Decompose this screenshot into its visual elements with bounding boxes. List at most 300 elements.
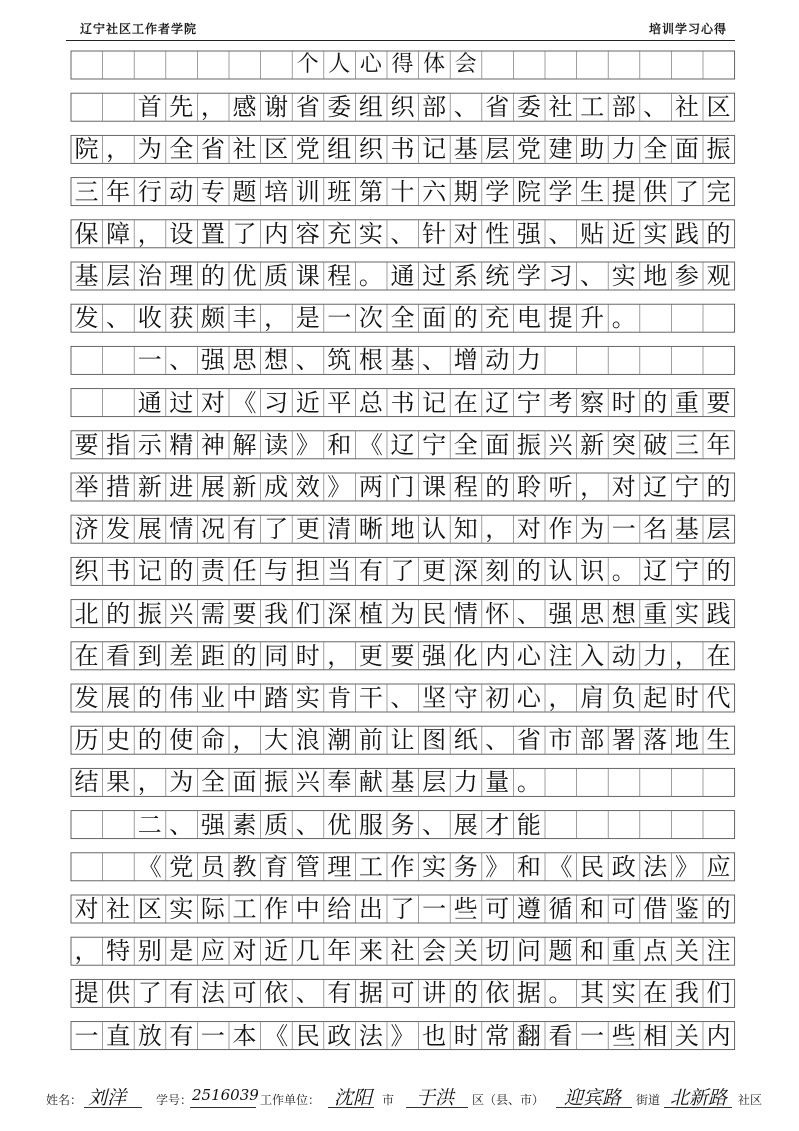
grid-char: 的 <box>106 599 131 628</box>
grid-char: 在 <box>706 641 731 670</box>
grid-char: 作 <box>548 515 573 544</box>
grid-char: 面 <box>674 135 699 164</box>
grid-char: 深 <box>453 557 478 586</box>
grid-char: 些 <box>611 1021 636 1050</box>
grid-char: 课 <box>422 473 447 501</box>
grid-char: 障 <box>106 219 131 248</box>
grid-char: 《 <box>264 1021 289 1050</box>
grid-char: 的 <box>232 641 257 670</box>
grid-char: 素 <box>232 810 257 839</box>
grid-char: 察 <box>580 388 605 417</box>
grid-char: 宁 <box>674 473 699 501</box>
grid-char: 、 <box>106 304 131 333</box>
grid-char: 为 <box>137 135 162 164</box>
grid-char: 的 <box>200 262 225 290</box>
grid-char: 动 <box>485 346 510 375</box>
grid-char: 心 <box>516 641 541 670</box>
grid-char: 别 <box>137 937 162 966</box>
id-underline <box>190 1107 256 1108</box>
grid-char: 本 <box>232 1021 257 1050</box>
grid-char: 省 <box>485 93 510 122</box>
grid-char: 期 <box>453 177 478 206</box>
grid-char: 收 <box>137 304 162 333</box>
grid-char: 学 <box>485 177 510 206</box>
grid-char: 指 <box>106 430 131 459</box>
grid-char: 其 <box>580 979 605 1008</box>
grid-char: 认 <box>422 515 447 544</box>
grid-char: 一 <box>611 515 636 544</box>
grid-char: 历 <box>74 726 99 755</box>
grid-char: 展 <box>137 515 162 544</box>
grid-char: ， <box>674 641 699 670</box>
grid-char: 到 <box>137 641 162 670</box>
district-label: 区（县、市） <box>472 1093 545 1107</box>
community-value: 北新路 <box>670 1087 728 1109</box>
grid-char: 图 <box>422 726 447 755</box>
grid-char: 政 <box>327 1021 352 1050</box>
grid-char: 》 <box>390 1021 415 1050</box>
grid-char: 供 <box>106 979 131 1008</box>
grid-char: 一 <box>137 346 162 375</box>
grid-char: 兴 <box>169 599 194 628</box>
grid-char: 践 <box>674 219 699 248</box>
grid-char: 层 <box>706 515 731 544</box>
grid-char: 的 <box>516 557 541 586</box>
grid-char: 增 <box>453 346 478 375</box>
grid-char: 和 <box>516 852 541 881</box>
grid-char: 讲 <box>422 979 447 1008</box>
grid-char: 优 <box>327 810 352 839</box>
grid-char: 社 <box>106 895 131 923</box>
grid-char: 神 <box>200 430 225 459</box>
grid-char: 全 <box>643 135 668 164</box>
grid-char: 是 <box>295 304 320 333</box>
grid-char: ， <box>106 135 131 164</box>
grid-char: 可 <box>390 979 415 1008</box>
grid-char: 充 <box>327 219 352 248</box>
grid-char: 民 <box>295 1021 320 1050</box>
grid-char: 培 <box>264 177 289 206</box>
grid-char: 些 <box>453 895 478 923</box>
grid-char: 解 <box>232 430 257 459</box>
grid-char: 面 <box>232 768 257 797</box>
grid-char: 委 <box>516 93 541 122</box>
grid-char: 程 <box>453 473 478 501</box>
grid-char: 辽 <box>643 557 668 586</box>
district-value: 于洪 <box>416 1087 455 1109</box>
grid-char: 全 <box>390 304 415 333</box>
grid-char: 组 <box>327 135 352 164</box>
grid-char: 关 <box>674 1021 699 1050</box>
grid-char: 记 <box>422 135 447 164</box>
grid-char: 强 <box>548 599 573 628</box>
grid-char: 实 <box>611 262 636 290</box>
grid-char: 命 <box>200 726 225 755</box>
grid-char: 年 <box>327 937 352 966</box>
grid-char: 体 <box>423 52 446 77</box>
grid-char: 更 <box>358 641 383 670</box>
grid-char: 、 <box>643 93 668 122</box>
city-label: 市 <box>382 1093 395 1107</box>
grid-char: 守 <box>453 684 478 712</box>
grid-char: 踏 <box>264 684 289 712</box>
grid-char: 们 <box>295 599 320 628</box>
grid-char: 近 <box>295 388 320 417</box>
grid-char: 晰 <box>358 515 383 544</box>
grid-char: 突 <box>611 430 636 459</box>
grid-char: 过 <box>169 388 194 417</box>
grid-char: 据 <box>358 979 383 1008</box>
grid-char: 实 <box>169 895 194 923</box>
grid-char: 对 <box>74 895 99 923</box>
grid-char: 中 <box>232 684 257 712</box>
grid-char: 谢 <box>264 93 289 122</box>
grid-char: 学 <box>516 262 541 290</box>
grid-char: 为 <box>580 515 605 544</box>
grid-char: 理 <box>327 852 352 881</box>
grid-char: 强 <box>516 219 541 248</box>
grid-char: 、 <box>295 346 320 375</box>
grid-char: 、 <box>295 979 320 1008</box>
grid-char: 。 <box>516 768 541 797</box>
grid-char: 育 <box>264 852 289 881</box>
grid-char: 基 <box>453 135 478 164</box>
street-value: 迎宾路 <box>564 1087 622 1109</box>
grid-char: 刻 <box>485 557 510 586</box>
grid-char: 《 <box>548 852 573 881</box>
grid-char: 情 <box>453 599 478 628</box>
grid-char: 基 <box>390 346 415 375</box>
grid-char: 更 <box>422 557 447 586</box>
grid-char: 题 <box>232 177 257 206</box>
grid-char: ， <box>74 937 99 966</box>
grid-char: 辽 <box>390 430 415 459</box>
grid-char: 了 <box>390 557 415 586</box>
grid-char: 获 <box>169 304 194 333</box>
grid-char: 考 <box>548 388 573 417</box>
grid-char: 振 <box>706 135 731 164</box>
grid-char: 社 <box>390 937 415 966</box>
grid-char: 为 <box>390 599 415 628</box>
grid-char: 面 <box>422 304 447 333</box>
name-label: 姓名： <box>46 1093 83 1107</box>
grid-char: 中 <box>295 895 320 923</box>
grid-char: 、 <box>485 726 510 755</box>
grid-char: 织 <box>390 93 415 122</box>
grid-char: 、 <box>295 810 320 839</box>
grid-char: 点 <box>643 937 668 966</box>
grid-char: 在 <box>453 388 478 417</box>
header-left: 辽宁社区工作者学院 <box>80 22 198 36</box>
grid-char: 部 <box>611 93 636 122</box>
grid-char: 肯 <box>327 684 352 712</box>
grid-char: 法 <box>200 979 225 1008</box>
grid-char: 全 <box>453 430 478 459</box>
grid-char: 》 <box>485 852 510 881</box>
grid-char: 要 <box>232 599 257 628</box>
grid-char: 在 <box>643 979 668 1008</box>
grid-char: 重 <box>674 388 699 417</box>
grid-char: 举 <box>74 473 99 501</box>
grid-char: 社 <box>232 135 257 164</box>
grid-char: 看 <box>106 641 131 670</box>
grid-char: 深 <box>327 599 352 628</box>
grid-char: 振 <box>264 768 289 797</box>
grid-char: 记 <box>137 557 162 586</box>
grid-char: 法 <box>643 852 668 881</box>
grid-char: 来 <box>358 937 383 966</box>
grid-char: 二 <box>137 810 162 839</box>
grid-char: 理 <box>169 262 194 290</box>
grid-char: 层 <box>485 135 510 164</box>
grid-char: 鉴 <box>674 895 699 923</box>
grid-char: 》 <box>327 473 352 501</box>
grid-char: 班 <box>327 177 352 206</box>
grid-char: 层 <box>422 768 447 797</box>
grid-char: 振 <box>137 599 162 628</box>
grid-char: 能 <box>516 810 541 839</box>
grid-char: 、 <box>390 684 415 712</box>
grid-char: 一 <box>327 304 352 333</box>
grid-char: 也 <box>422 1021 447 1050</box>
grid-char: 对 <box>516 515 541 544</box>
grid-char: 工 <box>358 852 383 881</box>
grid-char: 专 <box>200 177 225 206</box>
grid-char: 、 <box>548 219 573 248</box>
grid-char: 实 <box>643 219 668 248</box>
grid-char: 差 <box>169 641 194 670</box>
street-underline <box>556 1107 632 1108</box>
grid-char: 担 <box>295 557 320 586</box>
grid-char: 法 <box>358 1021 383 1050</box>
grid-char: 实 <box>674 599 699 628</box>
grid-char: 植 <box>358 599 383 628</box>
grid-char: 看 <box>548 1021 573 1050</box>
grid-char: 纸 <box>453 726 478 755</box>
grid-char: 动 <box>169 177 194 206</box>
grid-char: 入 <box>580 641 605 670</box>
grid-char: 民 <box>580 852 605 881</box>
grid-char: 员 <box>200 852 225 881</box>
grid-char: 充 <box>485 304 510 333</box>
grid-char: 组 <box>358 93 383 122</box>
grid-char: 奉 <box>327 768 352 797</box>
grid-char: 一 <box>580 1021 605 1050</box>
grid-char: 一 <box>422 895 447 923</box>
grid-char: 新 <box>580 430 605 459</box>
grid-char: 的 <box>706 219 731 248</box>
grid-char: 生 <box>580 177 605 206</box>
grid-char: 了 <box>232 219 257 248</box>
grid-char: 心 <box>516 684 541 712</box>
grid-char: 提 <box>74 979 99 1008</box>
grid-char: 的 <box>137 726 162 755</box>
community-label: 社区 <box>738 1093 763 1107</box>
grid-char: 。 <box>611 557 636 586</box>
grid-char: 有 <box>169 979 194 1008</box>
grid-char: 振 <box>516 430 541 459</box>
grid-char: 务 <box>390 810 415 839</box>
grid-char: 破 <box>643 430 668 459</box>
grid-char: 精 <box>169 430 194 459</box>
grid-char: 思 <box>232 346 257 375</box>
grid-char: 与 <box>264 557 289 586</box>
street-label: 街道 <box>636 1093 661 1107</box>
grid-char: 程 <box>327 262 352 290</box>
grid-char: 起 <box>643 684 668 712</box>
grid-char: 代 <box>706 684 731 712</box>
grid-char: 三 <box>674 430 699 459</box>
grid-char: 坚 <box>422 684 447 712</box>
grid-char: 助 <box>580 135 605 164</box>
grid-char: 听 <box>548 473 573 501</box>
grid-char: 全 <box>200 768 225 797</box>
grid-char: 依 <box>485 979 510 1008</box>
grid-char: 强 <box>200 810 225 839</box>
grid-char: 示 <box>137 430 162 459</box>
grid-char: 。 <box>358 262 383 290</box>
community-underline <box>664 1107 732 1108</box>
grid-char: 展 <box>200 473 225 501</box>
grid-char: 社 <box>674 93 699 122</box>
grid-char: 要 <box>706 388 731 417</box>
grid-char: ， <box>485 515 510 544</box>
grid-char: 首 <box>137 93 162 122</box>
grid-char: 年 <box>106 177 131 206</box>
grid-char: 力 <box>453 768 478 797</box>
grid-char: 实 <box>422 852 447 881</box>
grid-char: 得 <box>391 52 414 77</box>
grid-char: 作 <box>390 852 415 881</box>
grid-char: 应 <box>706 852 731 881</box>
grid-char: 发 <box>106 515 131 544</box>
grid-char: 怀 <box>485 599 510 628</box>
grid-char: 、 <box>453 93 478 122</box>
grid-char: 的 <box>706 557 731 586</box>
grid-char: 生 <box>706 726 731 755</box>
grid-char: 聆 <box>516 473 541 501</box>
grid-char: 北 <box>74 599 99 628</box>
grid-char: 工 <box>580 93 605 122</box>
grid-char: 关 <box>674 937 699 966</box>
grid-char: 宁 <box>422 430 447 459</box>
grid-char: 课 <box>295 262 320 290</box>
district-underline <box>406 1107 468 1108</box>
grid-char: 三 <box>74 177 99 206</box>
grid-char: 性 <box>485 219 510 248</box>
grid-char: 第 <box>358 177 383 206</box>
grid-char: 会 <box>422 937 447 966</box>
grid-char: 院 <box>516 177 541 206</box>
grid-char: 业 <box>200 684 225 712</box>
grid-char: 、 <box>169 346 194 375</box>
grid-char: 展 <box>106 684 131 712</box>
grid-char: 委 <box>327 93 352 122</box>
grid-char: 结 <box>74 768 99 797</box>
grid-char: 翻 <box>516 1021 541 1050</box>
grid-char: 特 <box>106 937 131 966</box>
grid-char: 发 <box>74 304 99 333</box>
grid-char: 升 <box>580 304 605 333</box>
grid-char: 时 <box>611 388 636 417</box>
grid-char: 思 <box>580 599 605 628</box>
grid-char: 辽 <box>643 473 668 501</box>
grid-char: 民 <box>422 599 447 628</box>
grid-char: 同 <box>264 641 289 670</box>
grid-char: 一 <box>74 1021 99 1050</box>
grid-char: 了 <box>137 979 162 1008</box>
student-info-footer <box>46 1085 766 1109</box>
grid-char: 服 <box>358 810 383 839</box>
grid-char: 优 <box>232 262 257 290</box>
grid-char: 省 <box>295 93 320 122</box>
grid-char: 负 <box>611 684 636 712</box>
grid-char: 次 <box>358 304 383 333</box>
grid-char: 工 <box>232 895 257 923</box>
grid-char: 放 <box>137 1021 162 1050</box>
grid-char: 使 <box>169 726 194 755</box>
grid-char: 了 <box>264 515 289 544</box>
grid-char: 实 <box>295 684 320 712</box>
grid-char: 遵 <box>516 895 541 923</box>
grid-char: 完 <box>706 177 731 206</box>
grid-char: 通 <box>390 262 415 290</box>
grid-char: 实 <box>611 979 636 1008</box>
grid-char: 全 <box>169 135 194 164</box>
grid-char: 书 <box>390 388 415 417</box>
grid-char: 是 <box>169 937 194 966</box>
grid-char: 新 <box>232 473 257 501</box>
grid-char: 清 <box>327 515 352 544</box>
grid-char: 面 <box>485 430 510 459</box>
grid-char: 问 <box>516 937 541 966</box>
grid-char: 直 <box>106 1021 131 1050</box>
grid-char: 强 <box>422 641 447 670</box>
grid-char: 才 <box>485 810 510 839</box>
grid-char: 贴 <box>580 219 605 248</box>
grid-char: 。 <box>611 304 636 333</box>
grid-char: 根 <box>358 346 383 375</box>
grid-char: 史 <box>106 726 131 755</box>
grid-char: 题 <box>548 937 573 966</box>
grid-char: 、 <box>169 810 194 839</box>
grid-char: 对 <box>232 937 257 966</box>
grid-char: 想 <box>611 599 636 628</box>
grid-char: 。 <box>548 979 573 1008</box>
grid-char: 过 <box>422 262 447 290</box>
grid-char: 据 <box>516 979 541 1008</box>
grid-char: 党 <box>295 135 320 164</box>
grid-char: 一 <box>200 1021 225 1050</box>
grid-char: 党 <box>169 852 194 881</box>
grid-char: 电 <box>516 304 541 333</box>
grid-char: 有 <box>358 557 383 586</box>
grid-char: ， <box>327 641 352 670</box>
grid-char: 的 <box>453 304 478 333</box>
grid-char: 兴 <box>295 768 320 797</box>
grid-char: 进 <box>169 473 194 501</box>
name-underline <box>84 1107 142 1108</box>
grid-char: 部 <box>580 726 605 755</box>
grid-char: 任 <box>232 557 257 586</box>
name-value: 刘洋 <box>88 1087 127 1109</box>
grid-char: 针 <box>422 219 447 248</box>
grid-char: 力 <box>643 641 668 670</box>
grid-char: 有 <box>327 979 352 1008</box>
grid-char: 感 <box>232 93 257 122</box>
grid-char: 际 <box>200 895 225 923</box>
grid-char: 借 <box>643 895 668 923</box>
